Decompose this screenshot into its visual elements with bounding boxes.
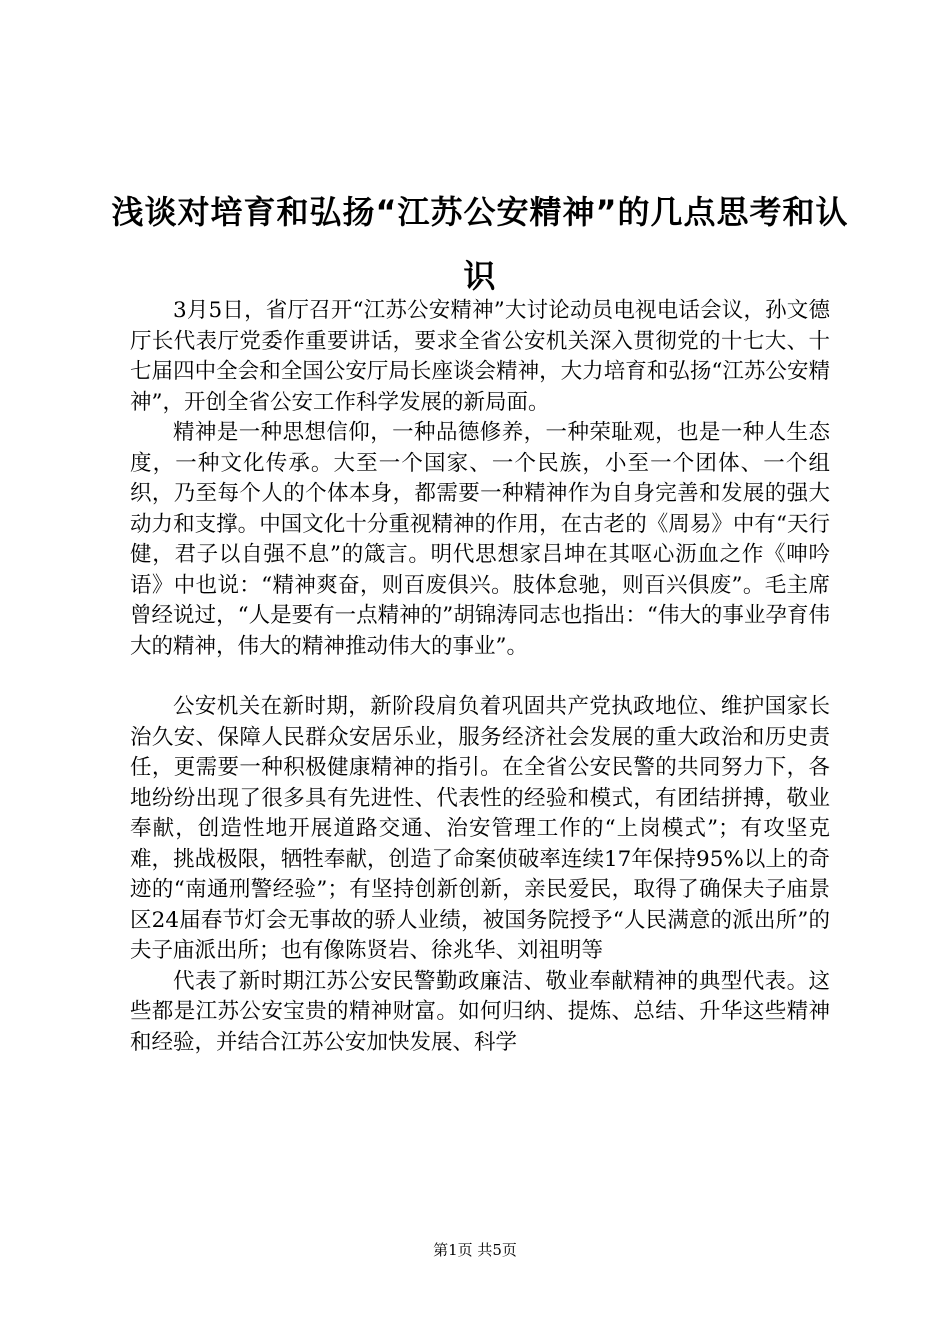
paragraph-2: 精神是一种思想信仰，一种品德修养，一种荣耻观，也是一种人生态度，一种文化传承。大至一个国家、一个民族，小至一个团体、一个组织，乃至每个人的个体本身，都需要一种精神作为自身完善和发展的强大动力和支撑。中国文化十分重视精神的作用，在古老的《周易》中有“天行健，君子以自强不息”的箴言。明代思想家吕坤在其呕心沥血之作《呻吟语》中也说：“精神爽奋，则百废俱兴。肢体怠驰，则百兴俱废”。毛主席曾经说过，“人是要有一点精神的”胡锦涛同志也指出：“伟大的事业孕育伟大的精神，伟大的精神推动伟大的事业”。: [130, 420, 830, 659]
page-number-footer: 第1页 共5页: [433, 1241, 517, 1259]
paragraph-spacer: [130, 662, 830, 692]
paragraph-3: 公安机关在新时期，新阶段肩负着巩固共产党执政地位、维护国家长治久安、保障人民群众安居乐业，服务经济社会发展的重大政治和历史责任，更需要一种积极健康精神的指引。在全省公安民警的共同努力下，各地纷纷出现了很多具有先进性、代表性的经验和模式，有团结拼搏，敬业奉献，创造性地开展道路交通、治安管理工作的“上岗模式”；有攻坚克难，挑战极限，牺牲奉献，创造了命案侦破率连续17年保持95%以上的奇迹的“南通刑警经验”；有坚持创新创新，亲民爱民，取得了确保夫子庙景区24届春节灯会无事故的骄人业绩，被国务院授予“人民满意的派出所”的夫子庙派出所；也有像陈贤岩、徐兆华、刘祖明等: [130, 694, 830, 963]
paragraph-1: 3月5日，省厅召开“江苏公安精神”大讨论动员电视电话会议，孙文德厅长代表厅党委作重要讲话，要求全省公安机关深入贯彻党的十七大、十七届四中全会和全国公安厅局长座谈会精神，大力培育和弘扬“江苏公安精神”，开创全省公安工作科学发展的新局面。: [130, 298, 830, 415]
paragraph-4: 代表了新时期江苏公安民警勤政廉洁、敬业奉献精神的典型代表。这些都是江苏公安宝贵的精神财富。如何归纳、提炼、总结、升华这些精神和经验，并结合江苏公安加快发展、科学: [130, 968, 830, 1055]
document-title: 浅谈对培育和弘扬“江苏公安精神”的几点思考和认识: [111, 193, 849, 295]
document-body: [130, 296, 830, 1058]
